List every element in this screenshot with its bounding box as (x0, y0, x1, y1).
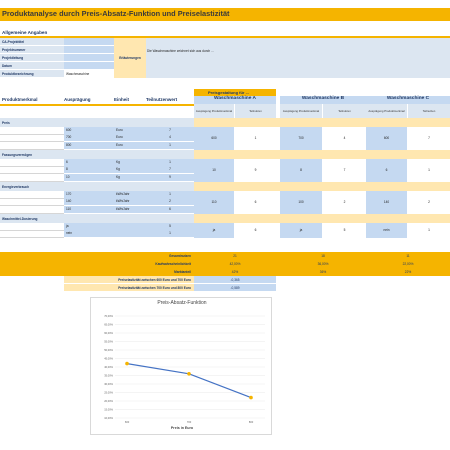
chart-ytick-label: 60,00% (104, 332, 113, 335)
chart-ytick-label: 55,00% (104, 340, 113, 344)
part-worth-cell[interactable] (146, 198, 194, 206)
part-worth-value: 7 (169, 128, 171, 133)
machine-level-cell[interactable] (280, 127, 323, 150)
notes-text: Die Waschmaschine zeichnet sich aus durch ... (147, 49, 214, 53)
machine-level-value: 140 (383, 200, 390, 205)
machine-partworth-value: 2 (428, 200, 430, 205)
chart-ytick-label: 35,00% (104, 374, 113, 378)
machine-level-cell[interactable] (366, 127, 408, 150)
group-name: Fassungsvermögen (2, 152, 33, 157)
field-label: Projektnummer (2, 47, 26, 52)
machine-partworth-value: 9 (254, 168, 257, 173)
group-name: Waschmittel-Dosierung (2, 216, 38, 221)
sub-header-teilnutzen (408, 104, 450, 118)
summary-value: 42,00% (229, 261, 241, 266)
unit-value: Kg (116, 160, 120, 165)
level-value-cell[interactable] (64, 134, 114, 142)
chart-plot (91, 298, 273, 436)
machine-level-cell[interactable] (194, 223, 235, 238)
field-value-cell[interactable] (64, 38, 114, 46)
machine-level-value: ja (299, 228, 303, 233)
level-value-cell[interactable] (64, 230, 114, 238)
machine-a-header: Waschmaschine A (194, 96, 276, 104)
machine-partworth-value: 7 (343, 168, 346, 173)
summary-value: 11 (406, 253, 410, 258)
sub-header-text: Ausprägung Produktmerkmal (368, 109, 405, 113)
chart-data-point (125, 362, 129, 366)
level-value: 140 (66, 199, 72, 204)
machine-level-cell[interactable] (366, 159, 408, 182)
machine-partworth-cell (235, 191, 276, 214)
chart-xtick-label: 600 (124, 421, 130, 424)
title-bar (0, 8, 450, 21)
elasticity-label: Preiselastizität zwischen 600 Euro und 700 Euro (118, 278, 191, 282)
machine-level-value: 10 (212, 168, 216, 173)
sub-header-auspraegung (366, 104, 408, 118)
chart-title: Preis-Absatz-Funktion (157, 300, 207, 306)
sub-header-text: Ausprägung Produktmerkmal (195, 109, 233, 113)
chart-ytick-label: 20,00% (104, 400, 113, 403)
machine-level-cell[interactable] (194, 159, 235, 182)
summary-value: 36% (319, 269, 327, 274)
level-value: 600 (66, 128, 72, 133)
part-worth-value: 5 (169, 224, 171, 229)
unit-value: Euro (116, 128, 123, 133)
machine-partworth-value: 7 (428, 136, 430, 141)
chart-xlabel: Preis in Euro (170, 426, 194, 430)
group-header-band (194, 118, 450, 127)
row-empty-cell (0, 142, 64, 150)
machine-level-cell[interactable] (194, 191, 235, 214)
chart-ytick-label: 30,00% (104, 383, 113, 386)
machine-partworth-cell (323, 127, 366, 150)
machine-partworth-value: 1 (428, 228, 430, 233)
field-label-cell (0, 62, 64, 70)
header-underline (0, 104, 194, 106)
machine-level-value: ja (212, 228, 216, 233)
field-value: Waschmaschine (66, 71, 90, 76)
sub-header-text: Teilnutzen (422, 109, 436, 113)
unit-cell[interactable] (114, 142, 146, 150)
unit-cell[interactable] (114, 166, 146, 174)
machine-partworth-cell (408, 159, 450, 182)
col-header-einheit: Einheit (114, 97, 130, 102)
level-value-cell[interactable] (64, 174, 114, 182)
group-name: Preis (2, 120, 10, 125)
machine-level-cell[interactable] (194, 127, 235, 150)
row-empty-cell (0, 230, 64, 238)
part-worth-value: 1 (169, 231, 171, 236)
chart-data-point (187, 372, 191, 376)
level-value: 8 (66, 167, 68, 172)
part-worth-value: 1 (169, 143, 171, 148)
machine-partworth-cell (323, 191, 366, 214)
column-header-row (0, 96, 450, 104)
level-value: nein (66, 231, 73, 236)
chart-ytick-label: 15,00% (104, 408, 113, 412)
machine-partworth-cell (408, 191, 450, 214)
elasticity-value: -0,365 (230, 278, 240, 282)
price-header: Preisgestaltung für ... (208, 90, 249, 95)
level-value-cell[interactable] (64, 142, 114, 150)
group-header-band (194, 182, 450, 191)
chart-ytick-label: 40,00% (104, 366, 113, 369)
chart-data-point (249, 396, 253, 400)
field-value-cell[interactable] (64, 54, 114, 62)
level-value: 170 (66, 192, 72, 197)
machine-partworth-value: 5 (343, 228, 346, 233)
machine-partworth-value: 6 (254, 228, 257, 233)
price-header-cell (194, 89, 276, 96)
group-name: Energieverbrauch (2, 184, 30, 189)
machine-partworth-value: 1 (428, 168, 430, 173)
chart-ytick-label: 70,00% (104, 315, 113, 318)
summary-value: 42% (231, 269, 239, 274)
machine-level-value: 100 (298, 200, 304, 205)
part-worth-value: 1 (169, 192, 171, 197)
level-value-cell[interactable] (64, 198, 114, 206)
sub-header-text: Teilnutzen (249, 109, 262, 113)
summary-value: 36,00% (317, 261, 329, 266)
field-label-cell (0, 38, 64, 46)
level-value: 800 (66, 143, 72, 148)
summary-value: 22,00% (402, 261, 414, 266)
part-worth-value: 7 (169, 167, 171, 172)
col-header-teilnutzen: Teilnutzenwert (146, 97, 178, 102)
row-empty-cell (0, 198, 64, 206)
part-worth-value: 9 (169, 175, 171, 180)
sub-header-auspraegung (280, 104, 323, 118)
machine-level-value: nein (383, 228, 390, 233)
part-worth-cell[interactable] (146, 206, 194, 214)
level-value: 10 (66, 175, 70, 180)
chart-container (90, 297, 272, 435)
section-heading: Allgemeine Angaben (2, 30, 48, 35)
part-worth-cell[interactable] (146, 142, 194, 150)
sub-header-teilnutzen (235, 104, 276, 118)
col-header-merkmal: Produktmerkmal (2, 97, 38, 102)
part-worth-value: 6 (169, 207, 171, 212)
row-empty-cell (0, 134, 64, 142)
field-value-cell[interactable] (64, 70, 114, 78)
row-empty-cell (0, 206, 64, 214)
chart-ytick-label: 50,00% (104, 349, 113, 352)
machine-partworth-cell (323, 223, 366, 238)
elasticity-value: -0,589 (230, 286, 240, 290)
unit-value: kWh/Jahr (116, 199, 130, 204)
page-title: Produktanalyse durch Preis-Absatz-Funktion und Preiselastizität (2, 9, 230, 18)
part-worth-cell[interactable] (146, 166, 194, 174)
machine-level-value: 110 (211, 200, 217, 205)
notes-label: Erläuterungen (119, 56, 141, 60)
level-value: ja (66, 224, 69, 229)
row-empty-cell (0, 166, 64, 174)
part-worth-value: 4 (169, 135, 171, 140)
field-label: CA-Projekttitel (2, 39, 25, 44)
unit-value: Kg (116, 167, 120, 172)
field-label: Produktbezeichnung (2, 71, 34, 76)
machine-level-cell[interactable] (280, 223, 323, 238)
unit-cell[interactable] (114, 134, 146, 142)
machine-level-value: 600 (383, 136, 390, 141)
machine-partworth-value: 4 (343, 136, 346, 141)
field-value-cell[interactable] (64, 46, 114, 54)
chart-ytick-label: 45,00% (104, 357, 113, 361)
field-label-cell (0, 54, 64, 62)
sub-header-auspraegung (194, 104, 235, 118)
field-value-cell[interactable] (64, 62, 114, 70)
field-label-cell (0, 46, 64, 54)
machine-partworth-cell (408, 223, 450, 238)
unit-value: kWh/Jahr (116, 207, 130, 212)
unit-cell[interactable] (114, 198, 146, 206)
chart-ytick-label: 10,00% (104, 417, 113, 420)
unit-cell[interactable] (114, 230, 146, 238)
unit-value: Kg (116, 175, 120, 180)
machine-level-value: 6 (385, 168, 388, 173)
chart-ytick-label: 25,00% (104, 391, 113, 395)
summary-label: Kaufwahrscheinlichkeit (155, 261, 191, 266)
machine-level-cell[interactable] (280, 159, 323, 182)
machine-level-cell[interactable] (366, 223, 408, 238)
summary-label: Gesamtnutzen (169, 253, 191, 258)
part-worth-value: 2 (169, 199, 171, 204)
group-header-band (194, 150, 450, 159)
notes-label-cell (114, 38, 146, 78)
machine-partworth-cell (235, 127, 276, 150)
level-value-cell[interactable] (64, 166, 114, 174)
unit-value: kWh/Jahr (116, 192, 130, 197)
machine-partworth-value: 1 (254, 136, 257, 141)
summary-value: 21 (233, 253, 237, 258)
machine-partworth-value: 6 (254, 200, 257, 205)
group-header-band (194, 214, 450, 223)
chart-ytick-label: 65,00% (104, 323, 113, 327)
unit-value: Euro (116, 143, 123, 148)
row-empty-cell (0, 174, 64, 182)
machine-partworth-value: 2 (343, 200, 346, 205)
unit-cell[interactable] (114, 206, 146, 214)
machine-level-cell[interactable] (366, 191, 408, 214)
part-worth-value: 1 (169, 160, 171, 165)
machine-partworth-cell (408, 127, 450, 150)
chart-xtick-label: 700 (186, 421, 192, 424)
machine-partworth-cell (235, 223, 276, 238)
machine-partworth-cell (235, 159, 276, 182)
col-header-auspraegung: Ausprägung (64, 97, 91, 102)
part-worth-cell[interactable] (146, 230, 194, 238)
machine-partworth-cell (323, 159, 366, 182)
machine-b-header: Waschmaschine B (280, 96, 366, 104)
part-worth-cell[interactable] (146, 174, 194, 182)
part-worth-cell[interactable] (146, 134, 194, 142)
machine-level-value: 700 (298, 136, 304, 141)
level-value-cell[interactable] (64, 206, 114, 214)
summary-value: 22% (404, 269, 412, 274)
field-label: Datum (2, 63, 12, 68)
sub-header-text: Ausprägung Produktmerkmal (282, 109, 320, 113)
summary-value: 18 (321, 253, 325, 258)
level-value: 110 (66, 207, 72, 212)
level-value: 6 (66, 160, 68, 165)
sub-header-text: Teilnutzen (338, 109, 351, 113)
summary-label: Marktanteil (174, 269, 191, 274)
machine-level-value: 8 (300, 168, 302, 173)
notes-cell[interactable] (146, 38, 450, 78)
chart-xtick-label: 800 (248, 421, 254, 424)
elasticity-label: Preiselastizität zwischen 700 Euro und 800 Euro (118, 286, 191, 290)
sub-header-teilnutzen (323, 104, 366, 118)
machine-c-header: Waschmaschine C (366, 96, 450, 104)
machine-level-value: 600 (211, 136, 217, 141)
unit-cell[interactable] (114, 174, 146, 182)
field-label-cell (0, 70, 64, 78)
machine-level-cell[interactable] (280, 191, 323, 214)
unit-value: Euro (116, 135, 123, 140)
field-label: Projektleitung (2, 55, 24, 60)
level-value: 700 (66, 135, 72, 140)
